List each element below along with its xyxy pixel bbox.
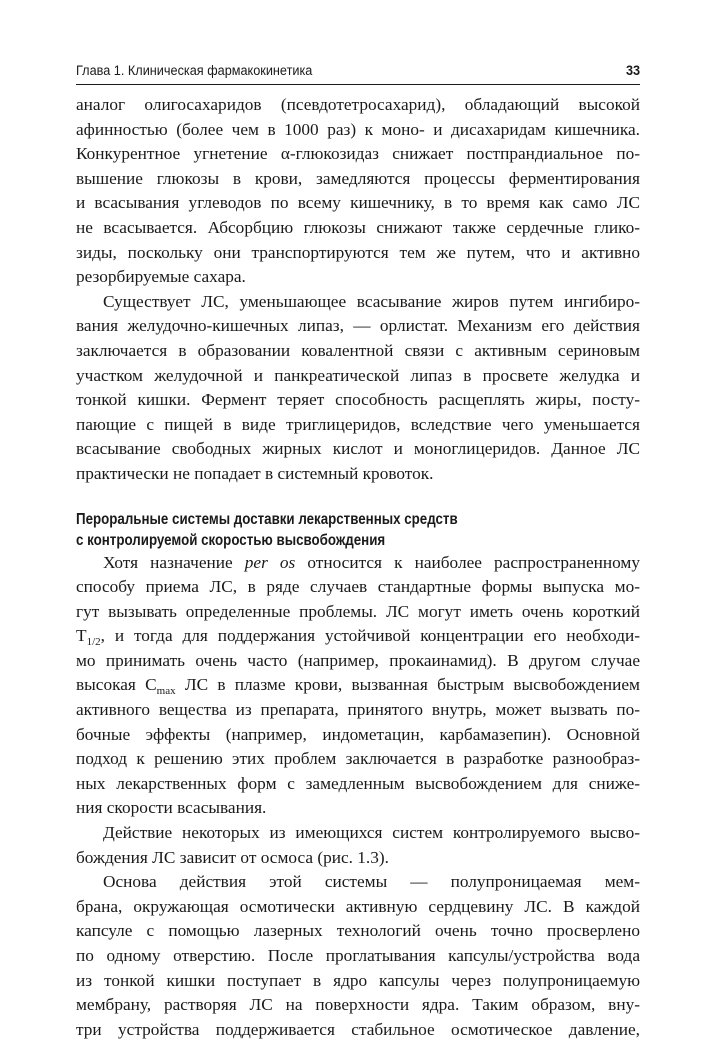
- text-run: Хотя назначение: [103, 553, 245, 572]
- text-line: тонкой кишки. Фермент теряет способность расщеплять жиры, посту-: [76, 388, 640, 413]
- text-line: ния скорости всасывания.: [76, 796, 640, 821]
- text-line: Существует ЛС, уменьшающее всасывание жиров путем ингибиро-: [76, 290, 640, 315]
- page-number: 33: [626, 62, 640, 80]
- text-line: бочные эффекты (например, индометацин, карбамазепин). Основной: [76, 723, 640, 748]
- text-line: Основа действия этой системы — полупроницаемая мем-: [76, 870, 640, 895]
- text-run: , и тогда для поддержания устойчивой концентрации его необходи-: [101, 626, 640, 645]
- text-line: пающие с пищей в виде триглицеридов, вследствие чего уменьшается: [76, 413, 640, 438]
- text-run: высокая C: [76, 675, 157, 694]
- text-run: относится к наиболее распространенному: [295, 553, 640, 572]
- text-line: Конкурентное угнетение α-глюкозидаз снижает постпрандиальное по-: [76, 142, 640, 167]
- text-line: способу приема ЛС, в ряде случаев стандартные формы выпуска мо-: [76, 575, 640, 600]
- text-line: гут вызывать определенные проблемы. ЛС могут иметь очень короткий: [76, 600, 640, 625]
- text-line: вания желудочно-кишечных липаз, — орлистат. Механизм его действия: [76, 314, 640, 339]
- book-page: [76, 62, 640, 1042]
- text-line: резорбируемые сахара.: [76, 265, 640, 290]
- text-line: по одному отверстию. После проглатывания капсулы/устройства вода: [76, 944, 640, 969]
- text-line: три устройства поддерживается стабильное осмотическое давление,: [76, 1018, 640, 1042]
- text-line: активного вещества из препарата, принятого внутрь, может вызвать по-: [76, 698, 640, 723]
- chapter-title: Глава 1. Клиническая фармакокинетика: [76, 62, 312, 80]
- section-heading-line: Пероральные системы доставки лекарственных средств: [76, 509, 639, 530]
- text-line: [76, 551, 640, 576]
- subscript: max: [157, 685, 176, 697]
- text-line: участком желудочной и панкреатической липаз в просвете желудка и: [76, 364, 640, 389]
- body-text: [76, 93, 640, 487]
- paragraph-1: [76, 93, 640, 290]
- paragraph-2: [76, 290, 640, 487]
- paragraph-4: [76, 821, 640, 870]
- text-line: брана, окружающая осмотически активную сердцевину ЛС. В каждой: [76, 895, 640, 920]
- text-line: мембрану, растворяя ЛС на поверхности ядра. Таким образом, вну-: [76, 993, 640, 1018]
- text-line: и всасывания углеводов по всему кишечнику, в то время как само ЛС: [76, 191, 640, 216]
- text-line: из тонкой кишки поступает в ядро капсулы через полупроницаемую: [76, 969, 640, 994]
- text-line: Действие некоторых из имеющихся систем контролируемого высво-: [76, 821, 640, 846]
- paragraph-5: [76, 870, 640, 1042]
- section-heading-line: с контролируемой скоростью высвобождения: [76, 530, 639, 551]
- subscript: 1/2: [87, 636, 101, 648]
- text-line: зиды, поскольку они транспортируются тем же путем, что и активно: [76, 241, 640, 266]
- text-line: [76, 624, 640, 649]
- text-line: всасывание свободных жирных кислот и моноглицеридов. Данное ЛС: [76, 437, 640, 462]
- text-line: афинностью (более чем в 1000 раз) к моно- и дисахаридам кишечника.: [76, 118, 640, 143]
- text-line: заключается в образовании ковалентной связи с активным сериновым: [76, 339, 640, 364]
- text-line: практически не попадает в системный кровоток.: [76, 462, 640, 487]
- text-line: мо принимать очень часто (например, прокаинамид). В другом случае: [76, 649, 640, 674]
- text-run: ЛС в плазме крови, вызванная быстрым высвобождением: [176, 675, 640, 694]
- paragraph-3: [76, 551, 640, 822]
- text-line: вышение глюкозы в крови, замедляются процессы ферментирования: [76, 167, 640, 192]
- text-line: аналог олигосахаридов (псевдотетросахарид), обладающий высокой: [76, 93, 640, 118]
- text-line: [76, 673, 640, 698]
- text-line: капсуле с помощью лазерных технологий очень точно просверлено: [76, 919, 640, 944]
- section-heading: [76, 509, 639, 551]
- body-text-section: [76, 551, 640, 1042]
- running-header: [76, 62, 640, 85]
- text-line: подход к решению этих проблем заключается в разработке разнообраз-: [76, 747, 640, 772]
- text-line: не всасывается. Абсорбцию глюкозы снижают также сердечные глико-: [76, 216, 640, 241]
- text-run: T: [76, 626, 87, 645]
- italic-term: per os: [245, 553, 296, 572]
- text-line: ных лекарственных форм с замедленным высвобождением для сниже-: [76, 772, 640, 797]
- text-line: бождения ЛС зависит от осмоса (рис. 1.3).: [76, 846, 640, 871]
